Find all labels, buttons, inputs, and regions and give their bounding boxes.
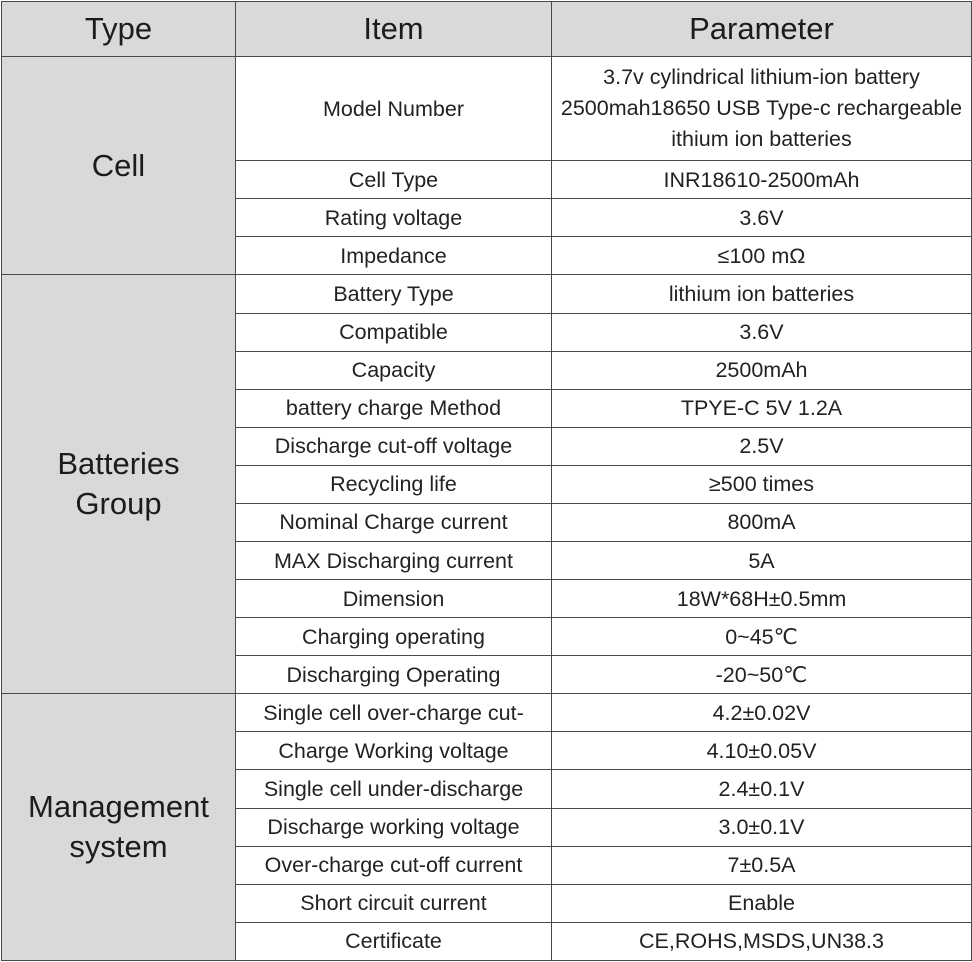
- parameter-cell: 5A: [552, 542, 972, 580]
- item-cell: Single cell over-charge cut-: [236, 694, 552, 732]
- parameter-cell: 2.4±0.1V: [552, 770, 972, 808]
- item-cell: Cell Type: [236, 161, 552, 199]
- item-cell: Impedance: [236, 237, 552, 275]
- parameter-cell: 3.0±0.1V: [552, 808, 972, 846]
- parameter-cell: 4.10±0.05V: [552, 732, 972, 770]
- item-cell: MAX Discharging current: [236, 542, 552, 580]
- parameter-cell: Enable: [552, 884, 972, 922]
- item-cell: Rating voltage: [236, 199, 552, 237]
- group-label-line: Batteries: [57, 446, 180, 482]
- item-cell: Model Number: [236, 57, 552, 161]
- group-label-line: system: [69, 829, 168, 865]
- parameter-cell: 3.6V: [552, 313, 972, 351]
- group-batteries-type: [2, 275, 236, 694]
- parameter-cell: 2500mAh: [552, 351, 972, 389]
- parameter-cell: 18W*68H±0.5mm: [552, 580, 972, 618]
- item-cell: Short circuit current: [236, 884, 552, 922]
- group-label-line: Management: [28, 789, 209, 825]
- table-row: [2, 57, 972, 161]
- parameter-cell: INR18610-2500mAh: [552, 161, 972, 199]
- table-row: [2, 275, 972, 313]
- parameter-cell: 7±0.5A: [552, 846, 972, 884]
- parameter-cell: ≥500 times: [552, 465, 972, 503]
- item-cell: Discharge working voltage: [236, 808, 552, 846]
- parameter-cell: ≤100 mΩ: [552, 237, 972, 275]
- parameter-cell: 3.7v cylindrical lithium-ion battery 2500mah18650 USB Type-c rechargeable ithium ion batteries: [552, 57, 972, 161]
- header-parameter: Parameter: [552, 2, 972, 57]
- item-cell: Compatible: [236, 313, 552, 351]
- parameter-cell: 0~45℃: [552, 618, 972, 656]
- parameter-cell: 4.2±0.02V: [552, 694, 972, 732]
- parameter-cell: -20~50℃: [552, 656, 972, 694]
- item-cell: Charging operating: [236, 618, 552, 656]
- parameter-cell: 800mA: [552, 503, 972, 541]
- group-management-type: [2, 694, 236, 961]
- item-cell: Dimension: [236, 580, 552, 618]
- item-cell: Discharge cut-off voltage: [236, 427, 552, 465]
- header-item: Item: [236, 2, 552, 57]
- table-row: [2, 694, 972, 732]
- item-cell: Battery Type: [236, 275, 552, 313]
- group-label-line: Group: [75, 486, 162, 522]
- item-cell: Charge Working voltage: [236, 732, 552, 770]
- parameter-cell: CE,ROHS,MSDS,UN38.3: [552, 922, 972, 960]
- parameter-cell: TPYE-C 5V 1.2A: [552, 389, 972, 427]
- item-cell: Recycling life: [236, 465, 552, 503]
- item-cell: Nominal Charge current: [236, 503, 552, 541]
- item-cell: Certificate: [236, 922, 552, 960]
- parameter-cell: 2.5V: [552, 427, 972, 465]
- group-cell-type: [2, 57, 236, 275]
- item-cell: Over-charge cut-off current: [236, 846, 552, 884]
- header-type: Type: [2, 2, 236, 57]
- item-cell: Discharging Operating: [236, 656, 552, 694]
- spec-table: [1, 1, 972, 961]
- header-row: [2, 2, 972, 57]
- item-cell: Capacity: [236, 351, 552, 389]
- parameter-cell: lithium ion batteries: [552, 275, 972, 313]
- item-cell: Single cell under-discharge: [236, 770, 552, 808]
- parameter-cell: 3.6V: [552, 199, 972, 237]
- item-cell: battery charge Method: [236, 389, 552, 427]
- group-label-line: Cell: [91, 147, 146, 183]
